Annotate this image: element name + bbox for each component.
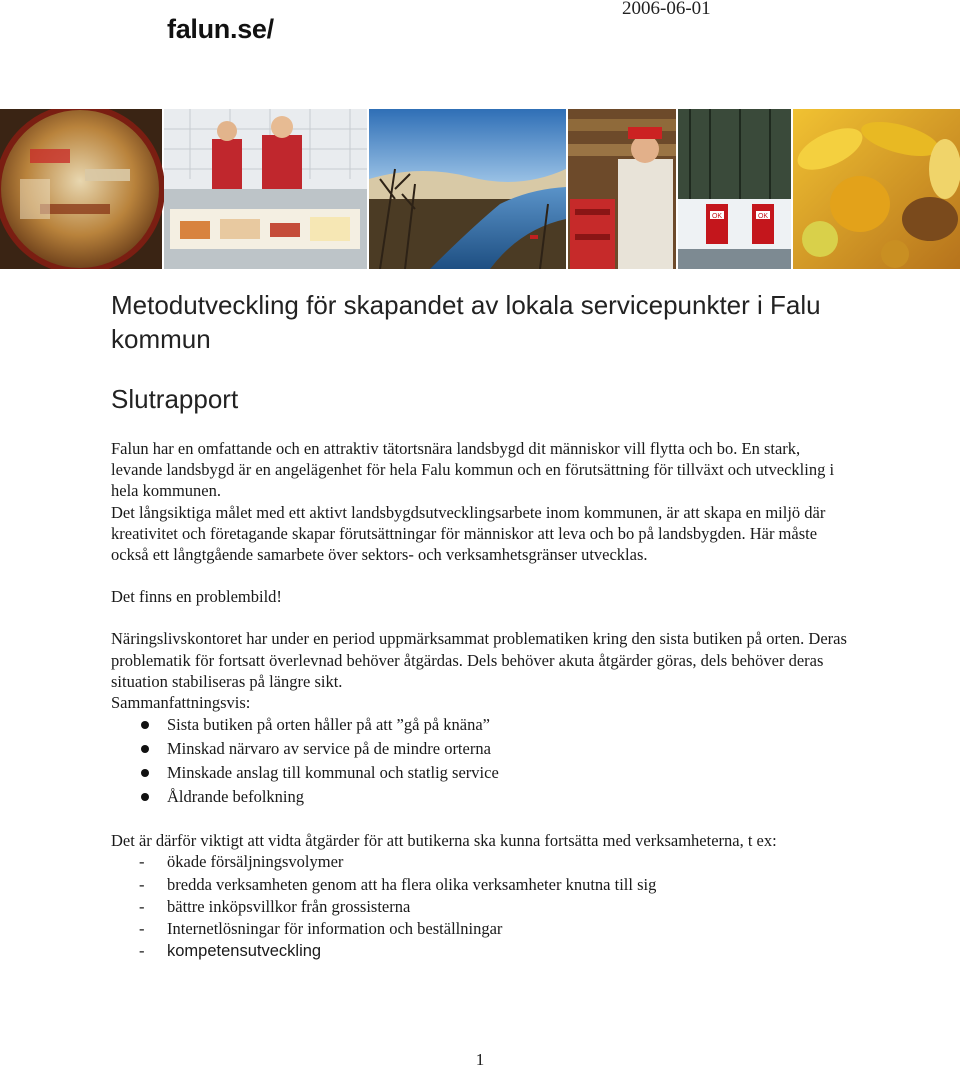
list-item: Åldrande befolkning	[111, 785, 851, 809]
river-landscape-photo	[369, 109, 566, 269]
summary-list	[111, 713, 851, 809]
document-body	[111, 438, 851, 962]
list-item	[111, 940, 851, 962]
dash-marker: -	[139, 852, 145, 872]
list-item: Minskad närvaro av service på de mindre orterna	[111, 737, 851, 761]
document-date: 2006-06-01	[622, 0, 711, 19]
list-item	[111, 851, 851, 873]
list-item: Sista butiken på orten håller på att ”gå på knäna”	[111, 713, 851, 737]
paragraph-intro: Falun har en omfattande och en attraktiv tätortsnära landsbygd dit människor vill flytta och bo. En stark, levande landsbygd är en angelägenhet för hela Falu kommun och en förutsättning för tillväxt och utveckling i hela kommunen.	[111, 439, 835, 501]
dash-marker: -	[139, 896, 145, 916]
dash-marker: -	[139, 941, 145, 961]
list-item	[111, 918, 851, 940]
dash-marker: -	[139, 874, 145, 894]
list-item-text: kompetensutveckling	[167, 942, 322, 961]
list-item-text: bättre inköpsvillkor från grossisterna	[167, 896, 411, 916]
list-item-text: bredda verksamheten genom att ha flera olika verksamheter knutna till sig	[167, 874, 657, 894]
list-item	[111, 896, 851, 918]
paragraph-problem: Det finns en problembild!	[111, 587, 282, 607]
fruit-photo	[792, 109, 960, 269]
convex-mirror-store-photo	[0, 109, 162, 269]
paragraph-summary-label: Sammanfattningsvis:	[111, 693, 251, 713]
page-number: 1	[475, 1050, 485, 1069]
list-item: Minskade anslag till kommunal och statlig service	[111, 761, 851, 785]
page-title: Metodutveckling för skapandet av lokala servicepunkter i Falu kommun	[111, 290, 821, 354]
paragraph-office: Näringslivskontoret har under en period uppmärksammat problematiken kring den sista butiken på orten. Deras problematik för fortsatt överlevnad behöver åtgärdas. Dels behöver akuta åtgärder göras, dels behöver deras situation stabiliseras på längre sikt.	[111, 629, 847, 691]
paragraph-goal: Det långsiktiga målet med ett aktivt landsbygdsutvecklingsarbete inom kommunen, är att skapa en miljö där kreativitet och företagande skapar förutsättningar för människor att leva och bo på landsbygden. Här måste också ett långtgående samarbete över sektors- och verksamhetsgränser utvecklas.	[111, 502, 826, 565]
sign-ok-1: OK	[711, 213, 723, 220]
logo-text: falun.se/	[167, 14, 274, 44]
sign-ok-2: OK	[757, 213, 769, 220]
page-subtitle: Slutrapport	[111, 384, 239, 414]
dash-marker: -	[139, 919, 145, 939]
paragraph-measures: Det är därför viktigt att vidta åtgärder för att butikerna ska kunna fortsätta med verksamheterna, t ex:	[111, 831, 777, 851]
list-item-text: ökade försäljningsvolymer	[167, 852, 344, 872]
list-item-text: Internetlösningar för information och beställningar	[167, 919, 503, 939]
shopkeeper-photo	[568, 109, 676, 269]
photo-banner	[0, 109, 960, 269]
deli-counter-photo	[164, 109, 367, 269]
gas-station-photo	[678, 109, 791, 269]
list-item	[111, 874, 851, 896]
measures-list	[111, 851, 851, 962]
